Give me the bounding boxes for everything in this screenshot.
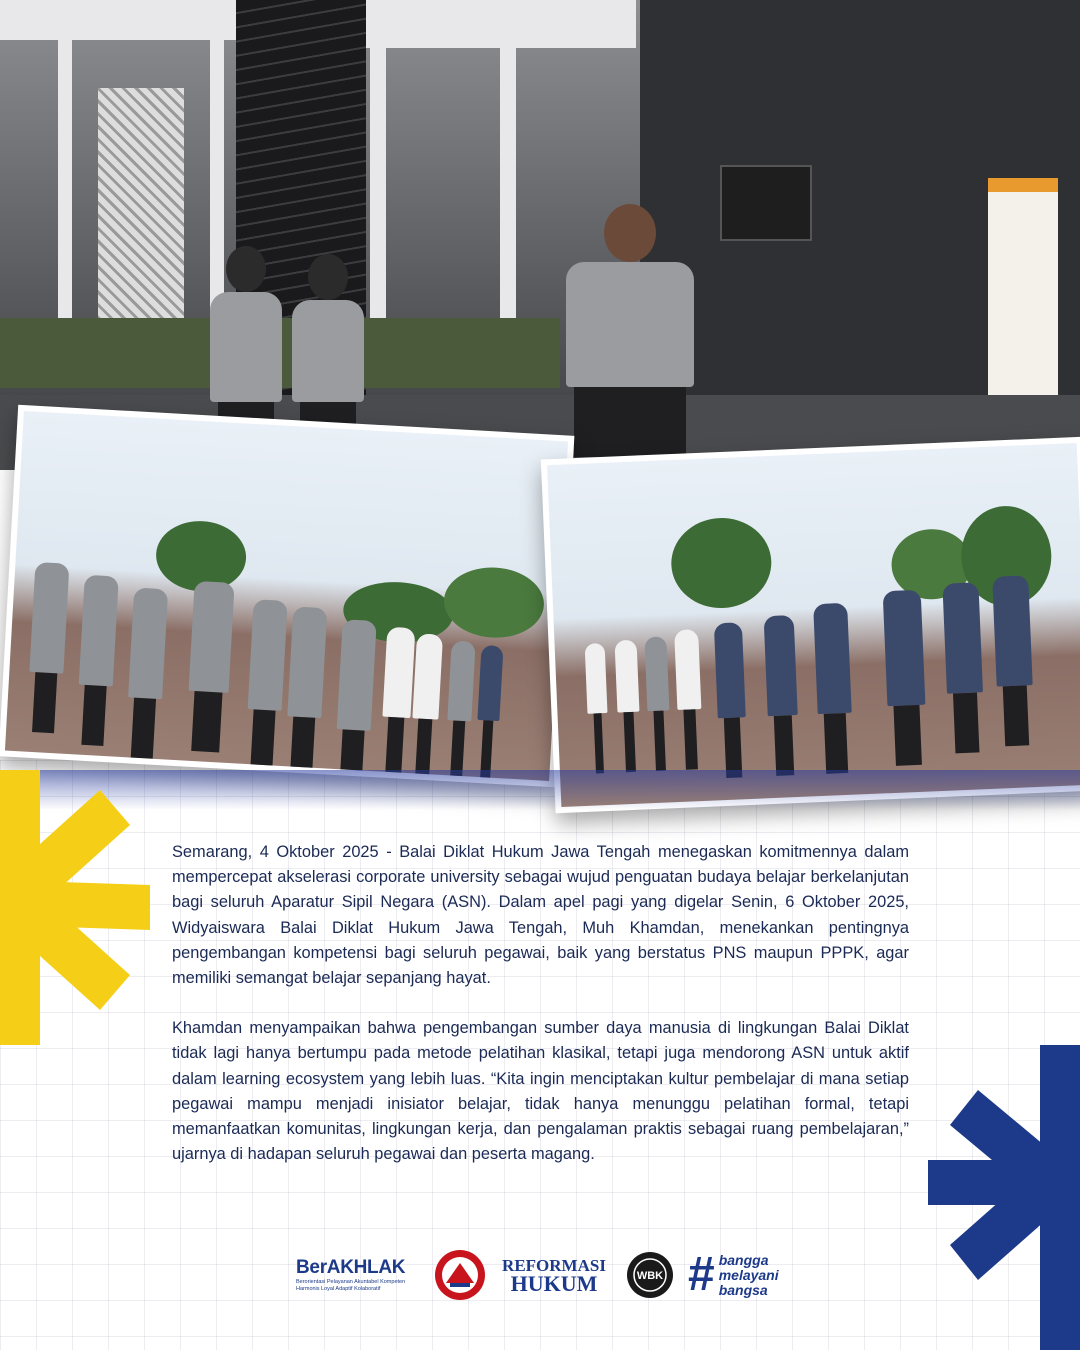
hero-photo-speaker: [0, 0, 1080, 470]
bangga-word-1: bangga: [718, 1251, 769, 1268]
navy-asterisk-icon: [928, 1045, 1080, 1350]
article-paragraph-1: Semarang, 4 Oktober 2025 - Balai Diklat Hukum Jawa Tengah menegaskan komitmennya dalam mempercepat akselerasi corporate university sebagai wujud penguatan budaya belajar berkelanjutan bagi seluruh Aparatur Sipil Negara (ASN). Dalam apel pagi yang digelar Senin, 6 Oktober 2025, Widyaiswara Balai Diklat Hukum Jawa Tengah, Muh Khamdan, menekankan pentingnya pengembangan kompetensi bagi seluruh pegawai, baik yang berstatus PNS maupun PPPK, agar memiliki semangat belajar sepanjang hayat.: [172, 843, 909, 988]
plaque: [720, 165, 812, 241]
speaker-officer: [566, 262, 694, 387]
article-paragraph-2: Khamdan menyampaikan bahwa pengembangan sumber daya manusia di lingkungan Balai Diklat tidak lagi hanya bertumpu pada metode pelatihan klasikal, tetapi juga mendorong ASN untuk aktif dalam learning ecosystem yang lebih luas. “Kita ingin menciptakan kultur pembelajar di mana setiap pegawai mampu menjadi inisiator belajar, tidak hanya menunggu pelatihan formal, tetapi memanfaatkan komunitas, lingkungan kerja, dan pengalaman praktis sebagai ruang pembelajaran,” ujarnya di hadapan seluruh pegawai dan peserta magang.: [172, 1019, 909, 1164]
pasti-badge-icon: [434, 1245, 486, 1305]
officer-woman-2: [292, 300, 364, 402]
bangga-word-2: melayani: [718, 1266, 779, 1283]
welcome-banner: [988, 178, 1058, 397]
berakhlak-title: BerAKHLAK: [296, 1257, 406, 1278]
reformasi-line-1: REFORMASI: [502, 1256, 606, 1275]
bangga-melayani-bangsa-logo: [688, 1245, 808, 1305]
reformasi-line-2: HUKUM: [510, 1271, 598, 1296]
berakhlak-sub-1: Berorientasi Pelayanan Akuntabel Kompeten: [296, 1279, 406, 1285]
wbk-badge-icon: [626, 1245, 676, 1305]
article-body: [172, 840, 909, 1192]
reformasi-hukum-logo: [504, 1245, 604, 1305]
bangga-word-3: bangsa: [718, 1281, 768, 1298]
photo-left-assembly: [0, 405, 574, 788]
officer-woman-1: [210, 292, 282, 402]
photo-right-assembly: [541, 437, 1080, 813]
logo-row: [296, 1245, 806, 1305]
berakhlak-sub-2: Harmonis Loyal Adaptif Kolaboratif: [296, 1286, 381, 1292]
wbk-text: WBK: [636, 1270, 664, 1282]
yellow-asterisk-icon: [0, 770, 160, 1045]
photo-shadow-accent: [0, 770, 1080, 810]
batik-panel: [98, 88, 184, 328]
berakhlak-logo: [296, 1245, 420, 1305]
hash-icon: #: [688, 1248, 715, 1301]
